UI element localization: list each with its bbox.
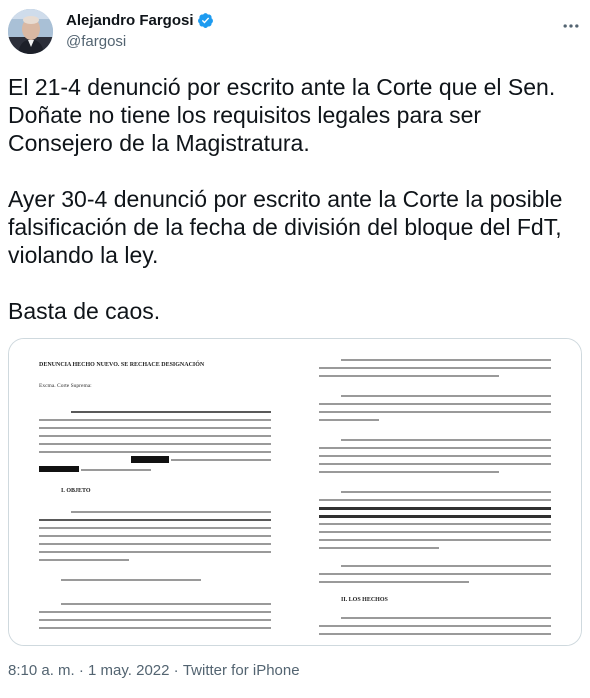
document-salutation: Excma. Corte Suprema:: [39, 383, 92, 389]
redaction-bar: [131, 456, 169, 463]
author-handle[interactable]: @fargosi: [66, 33, 127, 50]
tweet-date[interactable]: 1 may. 2022: [88, 662, 170, 679]
redaction-bar: [39, 466, 79, 472]
tweet-text: [8, 73, 582, 325]
avatar[interactable]: [8, 9, 53, 54]
tweet-time[interactable]: 8:10 a. m.: [8, 662, 75, 679]
document-title: DENUNCIA HECHO NUEVO. SE RECHACE DESIGNACIÓN: [39, 362, 205, 368]
verified-badge-icon: [197, 12, 214, 29]
tweet-header: [8, 9, 582, 53]
meta-separator: ·: [169, 662, 183, 679]
author-names: [66, 11, 214, 51]
tweet-paragraph-2: Ayer 30-4 denunció por escrito ante la Corte la posible falsificación de la fecha de división del bloque del FdT, violando la ley.: [8, 186, 563, 268]
meta-separator: ·: [74, 662, 89, 679]
document-page-left: [31, 351, 293, 646]
document-section-hechos: II. LOS HECHOS: [341, 597, 388, 603]
document-photo: [9, 339, 581, 645]
document-section-objeto: I. OBJETO: [61, 488, 91, 494]
tweet-paragraph-3: Basta de caos.: [8, 298, 161, 324]
tweet-source[interactable]: Twitter for iPhone: [182, 662, 300, 679]
author-display-name[interactable]: Alejandro Fargosi: [66, 12, 194, 29]
tweet-metadata: [8, 661, 300, 681]
more-horizontal-icon[interactable]: [560, 15, 582, 37]
tweet-media-image[interactable]: [8, 338, 582, 646]
document-page-right: [307, 351, 569, 646]
tweet-paragraph-1: El 21-4 denunció por escrito ante la Corte que el Sen. Doñate no tiene los requisitos legales para ser Consejero de la Magistratura.: [8, 74, 556, 156]
